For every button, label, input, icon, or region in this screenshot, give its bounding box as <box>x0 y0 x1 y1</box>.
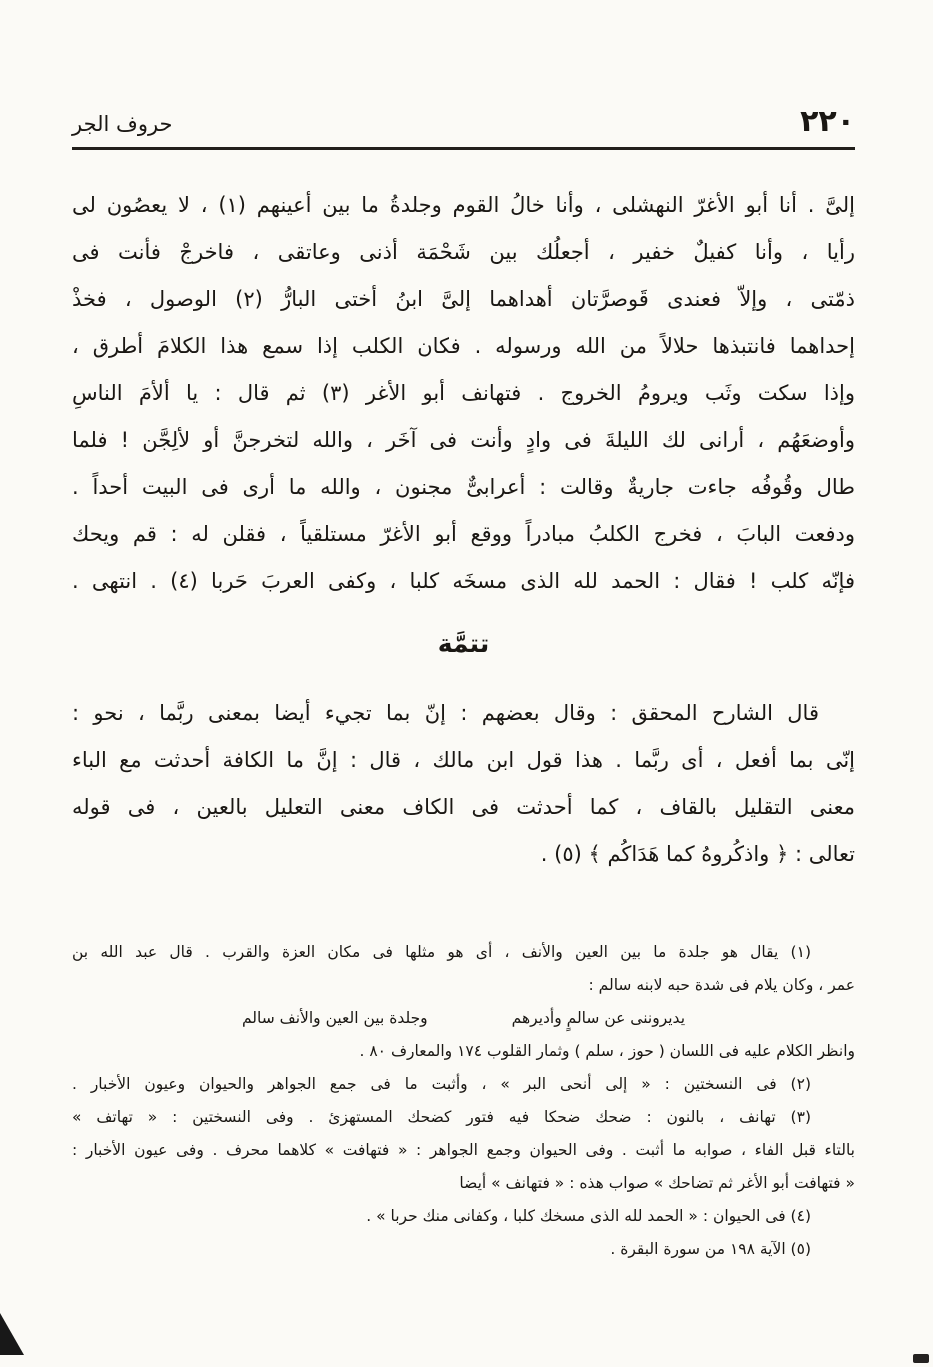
page-header <box>72 104 855 139</box>
footnote-line: (٢) فى النسختين : « إلى أنحى البر » ، وأثبت ما فى جمع الجواهر والحيوان وعيون الأخبار . <box>72 1075 811 1093</box>
footnote-line: (٤) فى الحيوان : « الحمد لله الذى مسخك كلبا ، وكفانى منك حربا » . <box>366 1207 811 1225</box>
footnote-line: (٥) الآية ١٩٨ من سورة البقرة . <box>610 1240 811 1258</box>
verse-hemistich-left: وجلدة بين العين والأنف سالم <box>241 1009 428 1027</box>
tatimma-paragraph <box>72 690 855 878</box>
body-line: طال وقُوفُه جاءت جاريةٌ وقالت : أعرابىٌّ مجنون ، والله ما أرى فى البيت أحداً . <box>72 475 855 499</box>
body-line: قال الشارح المحقق : وقال بعضهم : إنّ بما تجيء أيضا بمعنى ربَّما ، نحو : <box>72 701 819 725</box>
body-line: وأوضعَهُم ، أرانى لك الليلةَ فى وادٍ وأنت فى آخَر ، والله لتخرجنَّ أو لألِجَّن ! فلما <box>72 428 855 452</box>
section-heading-tatimma: تتمَّة <box>437 629 490 658</box>
body-line: معنى التقليل بالقاف ، كما أحدثت فى الكاف معنى التعليل بالعين ، فى قوله <box>72 795 855 819</box>
body-line: فإنّه كلب ! فقال : الحمد لله الذى مسخَه كلبا ، وكفى العربَ حَربا (٤) . انتهى . <box>72 569 855 593</box>
header-rule <box>72 147 855 150</box>
scan-artifact-bottom-right <box>913 1354 929 1363</box>
body-line: ذمّتى ، وإلاّ فعندى قَوصرَّتان أهداهما إلىَّ ابنُ أختى البارُّ (٢) الوصول ، فخذْ <box>72 287 855 311</box>
running-title: حروف الجر <box>72 112 173 136</box>
footnote-line: عمر ، وكان يلام فى شدة حبه لابنه سالم : <box>588 976 855 994</box>
footnote-line: (٣) تهانف ، بالنون : ضحك ضحكا فيه فتور كضحك المستهزئ . وفى النسختين : « تهاتف » <box>72 1108 811 1126</box>
body-line: تعالى : ﴿ واذكُروهُ كما هَدَاكُم ﴾ (٥) . <box>540 842 855 866</box>
body-line: رأيا ، وأنا كفيلٌ خفير ، أجعلُك بين شَحْمَة أذنى وعاتقى ، فاخرجْ فأنت فى <box>72 240 855 264</box>
footnotes-section <box>72 936 855 1266</box>
footnote-line: وانظر الكلام عليه فى اللسان ( حوز ، سلم ) وثمار القلوب ١٧٤ والمعارف ٨٠ . <box>359 1042 855 1060</box>
footnote-line: بالتاء قبل الفاء ، صوابه ما أثبت . وفى الحيوان وجمع الجواهر : « فتهافت » كلاهما محرف . وفى عيون الأخبار : <box>72 1141 855 1159</box>
main-paragraph <box>72 182 855 605</box>
verse-hemistich-right: يديروننى عن سالمٍ وأديرهم <box>511 1009 686 1027</box>
verse-line <box>72 1002 855 1035</box>
page-number: ٢٢٠ <box>800 104 855 139</box>
body-line: إلىَّ . أنا أبو الأغرّ النهشلى ، وأنا خالُ القوم وجلدةُ ما بين أعينهم (١) ، لا يعصُون لى <box>72 193 855 217</box>
body-line: إنّى بما أفعل ، أى ربَّما . هذا قول ابن مالك ، قال : إنَّ ما الكافة أحدثت مع الباء <box>72 748 855 772</box>
body-line: ودفعت البابَ ، فخرج الكلبُ مبادراً ووقع أبو الأغرّ مستلقياً ، فقلن له : قم ويحك <box>72 522 855 546</box>
footnote-line: (١) يقال هو جلدة ما بين العين والأنف ، أى هو مثلها فى مكان العزة والقرب . قال عبد الله بن <box>72 943 811 961</box>
body-line: إحداهما فانتبذها حلالاً من الله ورسوله . فكان الكلب إذا سمع هذا الكلامَ أطرق ، <box>72 334 855 358</box>
footnote-line: « فتهافت أبو الأغر ثم تضاحك » صواب هذه : « فتهانف » أيضا <box>459 1174 855 1192</box>
body-line: وإذا سكت وثَب ويرومُ الخروج . فتهانف أبو الأغر (٣) ثم قال : يا ألأمَ الناسِ <box>72 381 855 405</box>
scan-artifact-bottom-left <box>0 1313 24 1355</box>
